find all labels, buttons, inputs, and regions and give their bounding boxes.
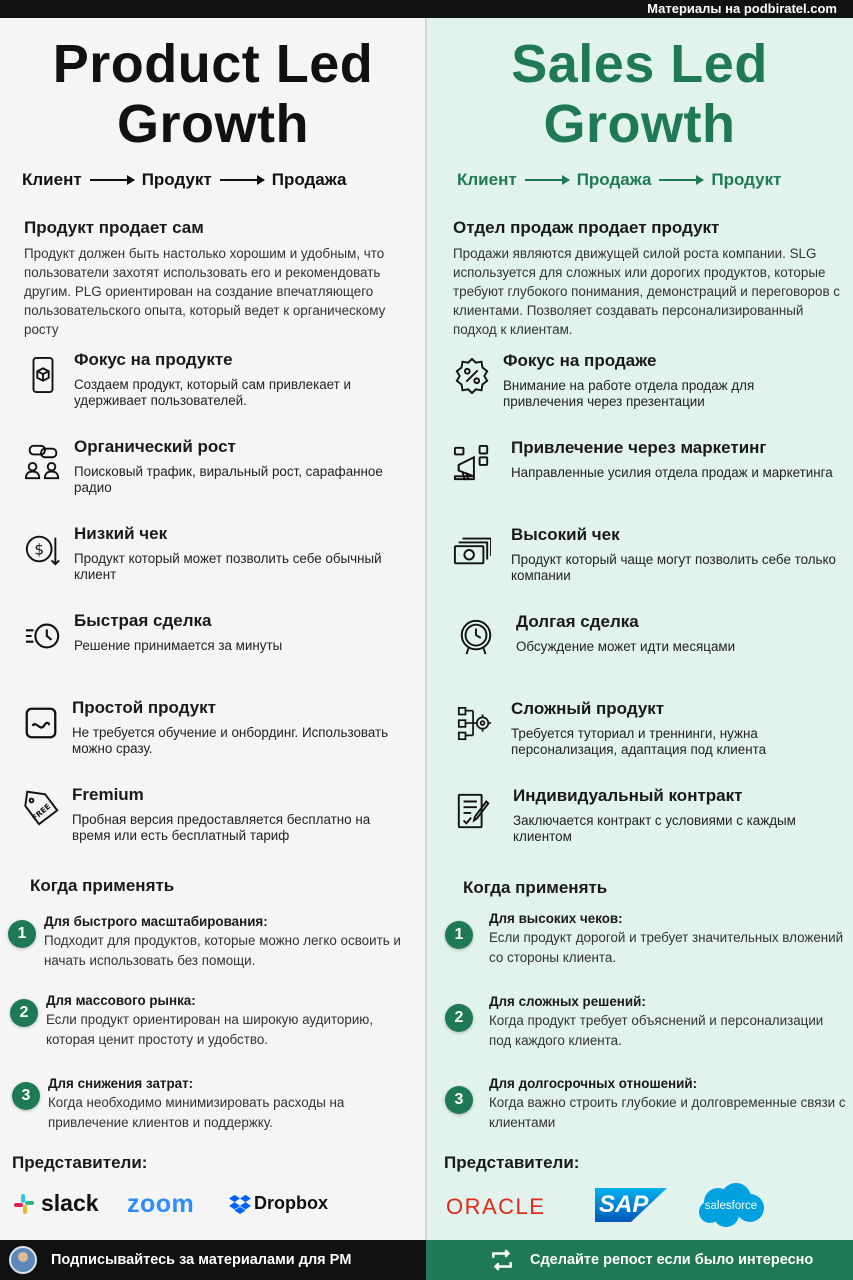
slack-logo bbox=[12, 1190, 99, 1217]
svg-text:$: $ bbox=[34, 540, 45, 559]
plg-reps-title: Представители: bbox=[12, 1153, 148, 1172]
oracle-logo bbox=[446, 1194, 545, 1220]
feature-title: Индивидуальный контракт bbox=[513, 786, 743, 805]
feature-desc: Внимание на работе отдела продаж для привлечения через презентации bbox=[503, 378, 755, 409]
feature-title: Низкий чек bbox=[74, 524, 168, 543]
step-desc: Когда продукт требует объяснений и персонализации под каждого клиента. bbox=[489, 1013, 824, 1048]
feature-title: Высокий чек bbox=[511, 525, 620, 544]
top-bar bbox=[0, 0, 853, 18]
salesforce-wordmark: salesforce bbox=[704, 1200, 758, 1212]
svg-text:FREE: FREE bbox=[30, 801, 53, 823]
flow-step: Продажа bbox=[271, 170, 347, 189]
feature-title: Фокус на продукте bbox=[74, 350, 233, 369]
feature-title: Сложный продукт bbox=[511, 699, 665, 718]
feature-title: Долгая сделка bbox=[516, 612, 639, 631]
slg-title bbox=[426, 34, 853, 154]
plg-title-line1: Product Led bbox=[52, 34, 374, 94]
step-number: 2 bbox=[10, 999, 38, 1027]
step-number: 1 bbox=[8, 920, 36, 948]
contract-icon bbox=[455, 786, 493, 836]
oracle-wordmark: ORACLE bbox=[446, 1194, 546, 1219]
money-stack-icon bbox=[453, 525, 491, 575]
step-desc: Когда необходимо минимизировать расходы на привлечение клиентов и поддержку. bbox=[48, 1095, 345, 1130]
slg-when-title: Когда применять bbox=[463, 878, 608, 897]
sap-logo bbox=[595, 1188, 667, 1222]
step-desc: Если продукт дорогой и требует значительных вложений со стороны клиента. bbox=[489, 930, 844, 965]
feature-title: Фокус на продаже bbox=[503, 351, 657, 370]
slg-title-line1: Sales Led bbox=[511, 34, 768, 94]
step-desc: Если продукт ориентирован на широкую аудиторию, которая ценит простоту и удобство. bbox=[46, 1012, 374, 1047]
people-chat-icon bbox=[24, 437, 62, 487]
feature-title: Быстрая сделка bbox=[74, 611, 212, 630]
arrow-right-icon bbox=[525, 179, 569, 181]
simple-frame-icon bbox=[22, 698, 60, 748]
dropbox-icon bbox=[229, 1194, 251, 1214]
megaphone-icon bbox=[453, 438, 491, 488]
slg-reps-title: Представители: bbox=[444, 1153, 580, 1172]
step-title: Для быстрого масштабирования: bbox=[44, 914, 268, 929]
step-desc: Когда важно строить глубокие и долговременные связи с клиентами bbox=[489, 1095, 846, 1130]
alarm-clock-icon bbox=[457, 612, 495, 662]
feature-desc: Решение принимается за минуты bbox=[74, 638, 283, 653]
step-number: 1 bbox=[445, 921, 473, 949]
avatar bbox=[9, 1246, 37, 1274]
percent-badge-icon bbox=[453, 351, 491, 401]
zoom-logo bbox=[127, 1190, 194, 1219]
complex-structure-icon bbox=[455, 699, 493, 749]
step-desc: Подходит для продуктов, которые можно легко освоить и начать использовать без помощи. bbox=[44, 933, 401, 968]
step-number: 3 bbox=[12, 1082, 40, 1110]
dropbox-logo bbox=[229, 1193, 328, 1214]
column-divider bbox=[425, 18, 427, 1240]
slg-title-line2: Growth bbox=[543, 94, 736, 154]
footer-repost-text: Сделайте репост если было интересно bbox=[530, 1252, 814, 1268]
slg-flow bbox=[457, 170, 781, 190]
free-tag-icon bbox=[22, 785, 60, 835]
footer-subscribe[interactable] bbox=[0, 1240, 426, 1280]
arrow-right-icon bbox=[220, 179, 264, 181]
plg-heading: Продукт продает сам bbox=[24, 218, 204, 237]
feature-desc: Заключается контракт с условиями с каждым клиентом bbox=[513, 813, 796, 844]
arrow-right-icon bbox=[90, 179, 134, 181]
flow-step: Продукт bbox=[711, 170, 782, 189]
dollar-down-icon bbox=[24, 524, 62, 574]
arrow-right-icon bbox=[659, 179, 703, 181]
flow-step: Продукт bbox=[141, 170, 212, 189]
step-title: Для долгосрочных отношений: bbox=[489, 1076, 698, 1091]
step-title: Для высоких чеков: bbox=[489, 911, 623, 926]
plg-column bbox=[0, 18, 426, 1240]
flow-step: Клиент bbox=[457, 170, 517, 189]
plg-intro: Продукт должен быть настолько хорошим и удобным, что пользователи захотят использовать его и рекомендовать другим. PLG ориентирован на создание впечатляющего пользовательского опыта, который ведет к органическому росту bbox=[24, 246, 386, 337]
footer-repost[interactable] bbox=[426, 1240, 853, 1280]
slg-column bbox=[426, 18, 853, 1240]
dropbox-wordmark: Dropbox bbox=[254, 1193, 328, 1213]
feature-title: Fremium bbox=[72, 785, 144, 804]
repost-icon bbox=[488, 1247, 516, 1273]
step-number: 3 bbox=[445, 1086, 473, 1114]
feature-desc: Обсуждение может идти месяцами bbox=[516, 639, 736, 654]
feature-desc: Не требуется обучение и онбординг. Использовать можно сразу. bbox=[72, 725, 389, 756]
footer-subscribe-text: Подписывайтесь за материалами для PM bbox=[51, 1252, 352, 1268]
plg-title-line2: Growth bbox=[117, 94, 309, 154]
slack-wordmark: slack bbox=[41, 1190, 99, 1216]
step-title: Для снижения затрат: bbox=[48, 1076, 194, 1091]
sap-wordmark: SAP bbox=[599, 1191, 649, 1218]
feature-desc: Продукт который может позволить себе обычный клиент bbox=[74, 551, 382, 582]
feature-desc: Продукт который чаще могут позволить себе только компании bbox=[511, 552, 836, 583]
source-label[interactable]: Материалы на podbiratel.com bbox=[647, 1, 837, 16]
feature-desc: Требуется туториал и треннинги, нужна персонализация, адаптация под клиента bbox=[511, 726, 767, 757]
step-number: 2 bbox=[445, 1004, 473, 1032]
fast-clock-icon bbox=[24, 611, 62, 661]
flow-step: Продажа bbox=[576, 170, 652, 189]
feature-desc: Создаем продукт, который сам привлекает и удерживает пользователей. bbox=[74, 377, 352, 408]
salesforce-logo bbox=[696, 1182, 766, 1230]
feature-desc: Направленные усилия отдела продаж и маркетинга bbox=[511, 465, 833, 480]
feature-desc: Поисковый трафик, виральный рост, сарафанное радио bbox=[74, 464, 383, 495]
plg-when-title: Когда применять bbox=[30, 876, 175, 895]
phone-box-icon bbox=[24, 350, 62, 400]
feature-title: Привлечение через маркетинг bbox=[511, 438, 767, 457]
zoom-wordmark: zoom bbox=[127, 1190, 195, 1218]
feature-title: Органический рост bbox=[74, 437, 236, 456]
feature-desc: Пробная версия предоставляется бесплатно на время или есть бесплатный тариф bbox=[72, 812, 371, 843]
plg-title bbox=[0, 34, 426, 154]
slack-icon bbox=[12, 1192, 36, 1216]
slg-heading: Отдел продаж продает продукт bbox=[453, 218, 720, 237]
plg-flow bbox=[22, 170, 346, 190]
slg-intro: Продажи являются движущей силой роста компании. SLG используется для сложных или дорогих продуктов, которые требуют глубокого понимания, демонстраций и переговоров с клиентами. Позволяет создавать персонализированный подход к клиентам. bbox=[453, 246, 840, 337]
flow-step: Клиент bbox=[22, 170, 82, 189]
step-title: Для массового рынка: bbox=[46, 993, 196, 1008]
step-title: Для сложных решений: bbox=[489, 994, 646, 1009]
feature-title: Простой продукт bbox=[72, 698, 216, 717]
